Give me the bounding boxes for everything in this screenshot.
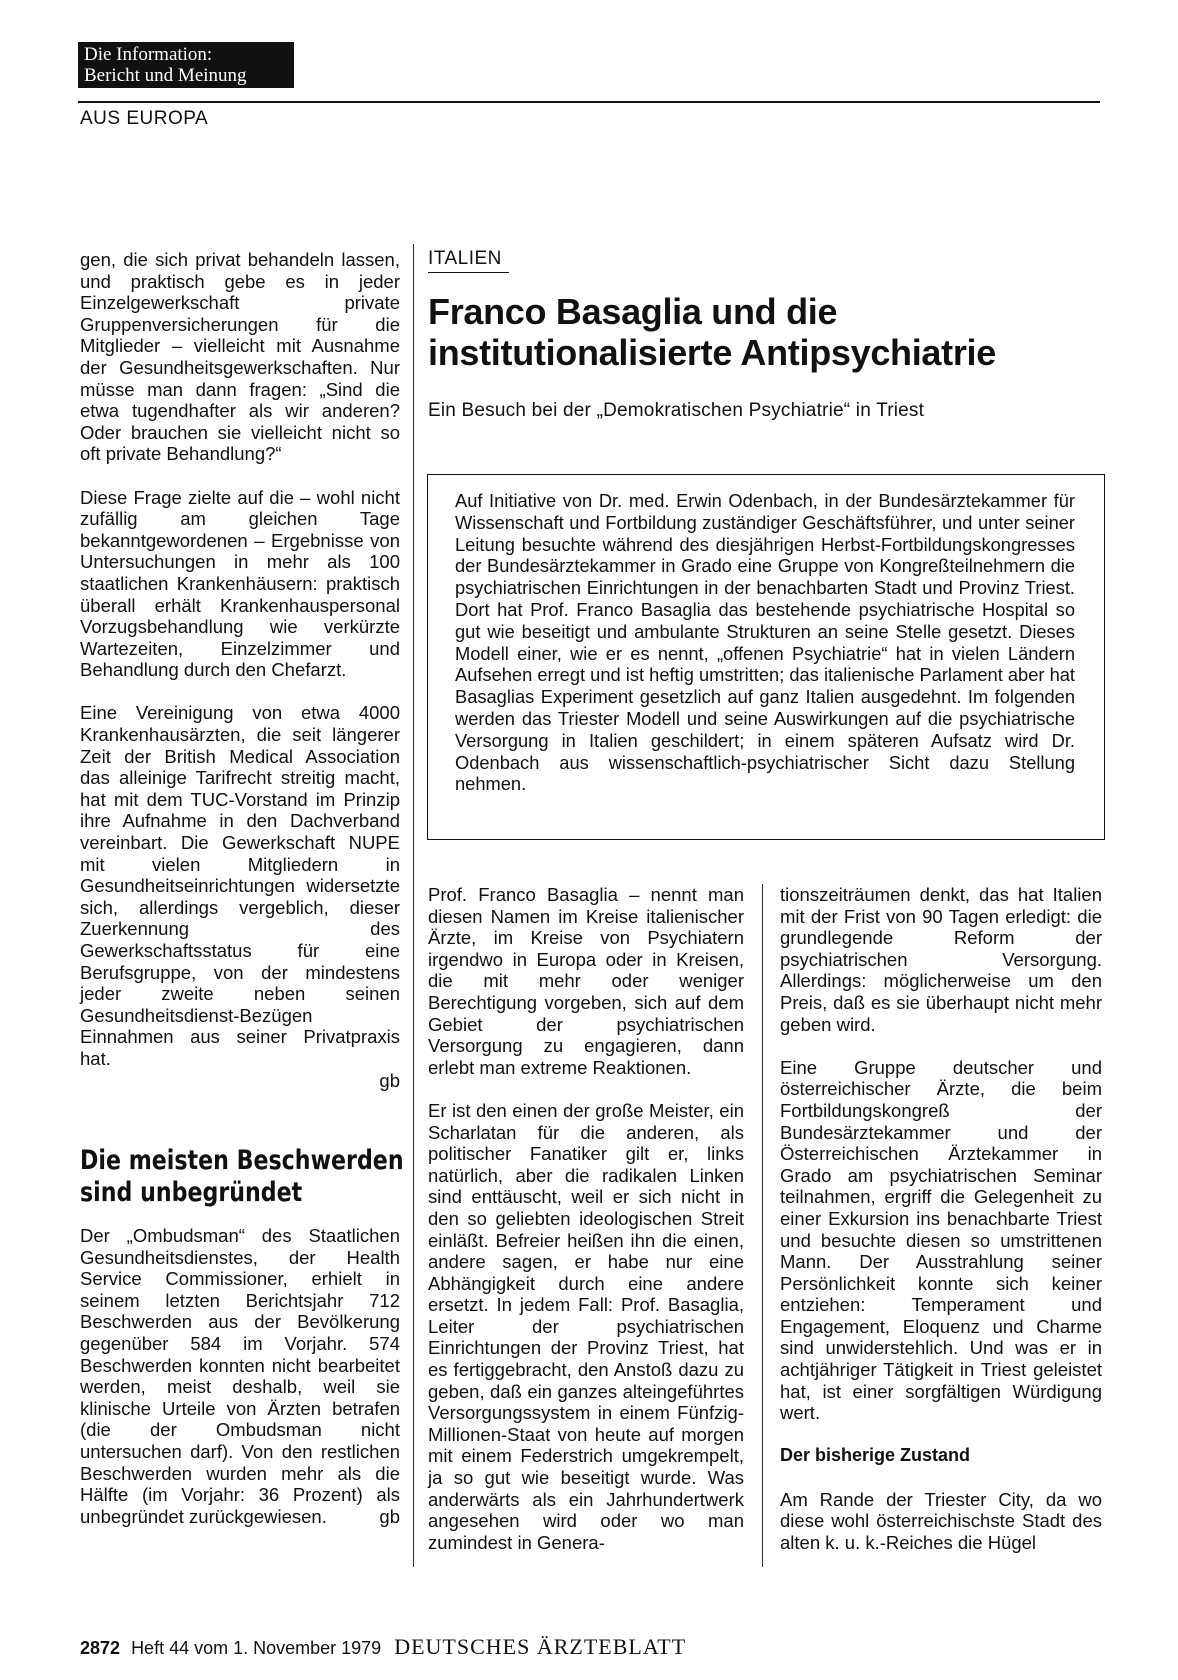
left-paragraph-1: gen, die sich privat behandeln lassen, und praktisch gebe es in jeder Einzelgewerkschaft private Gruppenversicherungen für die Mitglieder – vielleicht mit Ausnahme der Gesundheitsgewerkschaften. Nur müsse man dann fragen: „Sind die etwa tugendhafter als wir anderen? Oder brauchen sie vielleicht nicht so oft private Behandlung?“ [80,249,400,465]
left-column-lower [80,1225,400,1527]
middle-column [428,884,744,1553]
kicker-underline [428,272,509,273]
left-paragraph-2: Diese Frage zielte auf die – wohl nicht zufällig am gleichen Tage bekanntgewordenen – Ergebnisse von Untersuchungen in mehr als 100 staatlichen Krankenhäusern: praktisch überall erhält Krankenhauspersonal Vorzugsbehandlung wie verkürzte Wartezeiten, Einzelzimmer und Behandlung durch den Chefarzt. [80,486,400,681]
badge-line-2: Bericht und Meinung [84,65,247,86]
section-label: AUS EUROPA [80,108,209,129]
page-number: 2872 [80,1638,121,1658]
right-paragraph-1: tionszeiträumen denkt, das hat Italien mit der Frist von 90 Tagen erledigt: die grundlegende Reform der psychiatrischen Versorgung. Allerdings: möglicherweise um den Preis, daß es sie überhaupt nicht mehr geben wird. [780,884,1102,1035]
left-paragraph-4: Der „Ombudsman“ des Staatlichen Gesundheitsdienstes, der Health Service Commissioner, erhielt in seinem letzten Berichtsjahr 712 Beschwerden aus der Bevölkerung gegenüber 584 im Vorjahr. 574 Beschwerden konnten nicht bearbeitet werden, meist deshalb, weil sie klinische Urteile von Ärzten betrafen (die der Ombudsman nicht untersuchen darf). Von den restlichen Beschwerden wurden mehr als die Hälfte (im Vorjahr: 36 Prozent) als unbegründet zurückgewiesen. [80,1225,400,1527]
middle-paragraph-1: Prof. Franco Basaglia – nennt man diesen Namen im Kreise italienischer Ärzte, im Kreise von Psychiatern irgendwo in Europa oder in Kreisen, die mit mehr oder weniger Berechtigung vorgeben, sich auf dem Gebiet der psychiatrischen Versorgung zu engagieren, dann erlebt man extreme Reaktionen. [428,884,744,1078]
badge-line-1: Die Information: [84,44,213,65]
header-rule [78,101,1100,103]
author-initials: gb [379,1069,400,1091]
column-divider-right [762,884,763,1567]
article-kicker: ITALIEN [428,248,502,269]
magazine-name: DEUTSCHES ÄRZTEBLATT [394,1634,687,1659]
author-initials-2: gb [379,1505,400,1527]
section-heading: Die meisten Beschwerden sind unbegründet [80,1145,404,1208]
middle-paragraph-2: Er ist den einen der große Meister, ein Scharlatan für die anderen, als politischer Fanatiker gilt er, links natürlich, aber die radikalen Linken sind enttäuscht, weil er sich nicht in den so geliebten ideologischen Streit einläßt. Befreier heißen ihn die einen, andere sagen, er habe nur eine Abhängigkeit durch eine andere ersetzt. In jedem Fall: Prof. Basaglia, Leiter der psychiatrischen Einrichtungen der Provinz Triest, hat es fertiggebracht, den Anstoß dazu zu geben, daß ein ganzes alteingeführtes Versorgungssystem in einem Fünfzig-Millionen-Staat von heute auf morgen mit einem Federstrich umgekrempelt, ja so gut wie beseitigt wurde. Was anderwärts als ein Jahrhundertwerk angesehen wird oder wo man zumindest in Genera- [428,1099,744,1553]
issue-info: Heft 44 vom 1. November 1979 [131,1638,382,1658]
right-paragraph-3: Am Rande der Triester City, da wo diese wohl österreichischste Stadt des alten k. u. k.-Reiches die Hügel [780,1488,1102,1553]
left-column [80,249,400,1113]
page-footer [80,1634,686,1660]
article-subtitle: Ein Besuch bei der „Demokratischen Psychiatrie“ in Triest [428,400,925,421]
article-title: Franco Basaglia und die institutionalisierte Antipsychiatrie [428,291,996,373]
subheading: Der bisherige Zustand [780,1445,971,1466]
column-divider-left [413,244,414,1567]
abstract-text: Auf Initiative von Dr. med. Erwin Odenbach, in der Bundesärztekammer für Wissenschaft und Fortbildung zuständiger Geschäftsführer, und unter seiner Leitung besuchte während des diesjährigen Herbst-Fortbildungskongresses der Bundesärztekammer in Grado eine Gruppe von Kongreßteilnehmern die psychiatrischen Einrichtungen in der benachbarten Stadt und Provinz Triest. Dort hat Prof. Franco Basaglia das bestehende psychiatrische Hospital so gut wie beseitigt und ambulante Strukturen an seine Stelle gesetzt. Dieses Modell einer, wie er es nennt, „offenen Psychiatrie“ hat in vielen Ländern Aufsehen erregt und ist heftig umstritten; das italienische Parlament aber hat Basaglias Experiment gesetzlich auf ganz Italien ausgedehnt. Im folgenden werden das Triester Modell und seine Auswirkungen auf die psychiatrische Versorgung in Italien geschildert; in einem späteren Aufsatz wird Dr. Odenbach aus wissenschaftlich-psychiatrischer Sicht dazu Stellung nehmen. [455,490,1075,795]
left-paragraph-3: Eine Vereinigung von etwa 4000 Krankenhausärzten, die seit längerer Zeit der British Medical Association das alleinige Tarifrecht streitig macht, hat mit dem TUC-Vorstand im Prinzip ihre Aufnahme in den Dachverband vereinbart. Die Gewerkschaft NUPE mit vielen Mitgliedern in Gesundheitseinrichtungen widersetzte sich, allerdings vergeblich, dieser Zuerkennung des Gewerkschaftsstatus für eine Berufsgruppe, von der mindestens jeder zweite neben seinen Gesundheitsdienst-Bezügen Einnahmen aus seiner Privatpraxis hat. [80,702,400,1069]
right-column [780,884,1102,1553]
section-badge [78,42,294,88]
right-paragraph-2: Eine Gruppe deutscher und österreichischer Ärzte, die beim Fortbildungskongreß der Bundesärztekammer und der Österreichischen Ärztekammer in Grado am psychiatrischen Seminar teilnahmen, ergriff die Gelegenheit zu einer Exkursion ins benachbarte Triest und besuchte diesen so umstrittenen Mann. Der Ausstrahlung seiner Persönlichkeit konnte sich keiner entziehen: Temperament und Engagement, Eloquenz und Charme sind unwiderstehlich. Und was er in achtjähriger Tätigkeit in Triest geleistet hat, ist einer sorgfältigen Würdigung wert. [780,1056,1102,1424]
